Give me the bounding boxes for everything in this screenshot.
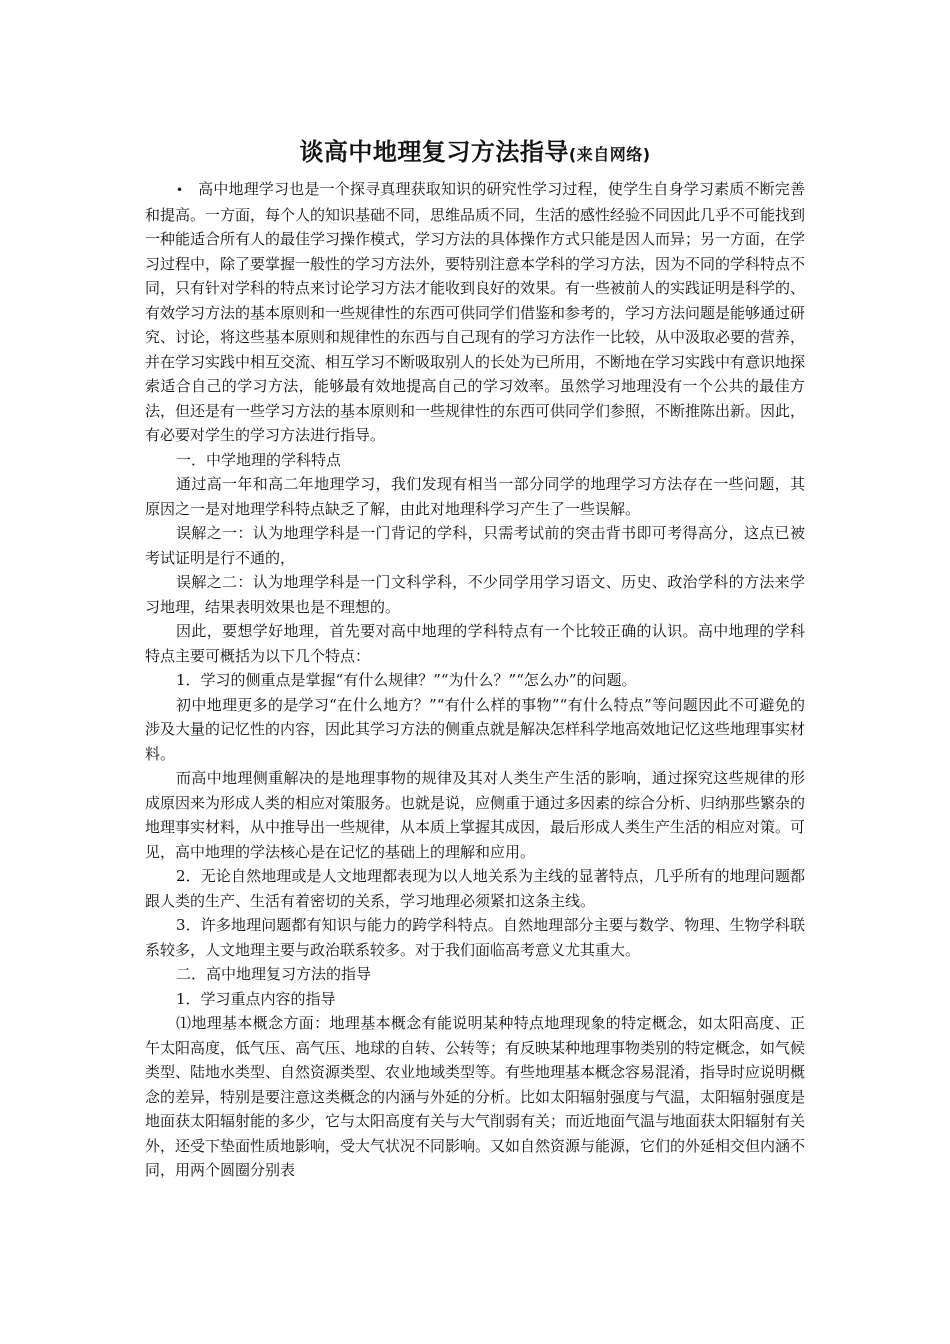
paragraph: 初中地理更多的是学习“在什么地方？”“有什么样的事物”“有什么特点”等问题因此不可避免的涉及大量的记忆性的内容，因此其学习方法的侧重点就是解决怎样科学地高效地记忆这些地理事实材料。 <box>145 695 806 763</box>
paragraph-intro <box>145 177 805 448</box>
paragraph: 而高中地理侧重解决的是地理事物的规律及其对人类生产生活的影响，通过探究这些规律的形成原因来为形成人类的相应对策服务。也就是说，应侧重于通过多因素的综合分析、归纳那些繁杂的地理事实材料，从中推导出一些规律，从本质上掌握其成因，最后形成人类生产生活的相应对策。可见，高中地理的学法核心是在记忆的基础上的理解和应用。 <box>145 769 806 861</box>
subsection-heading: 1．学习重点内容的指导 <box>176 989 336 1008</box>
title-main: 谈高中地理复习方法指导 <box>299 138 569 166</box>
document-body <box>145 177 805 1183</box>
paragraph: 通过高一年和高二年地理学习，我们发现有相当一部分同学的地理学习方法存在一些问题，其原因之一是对地理学科特点缺乏了解，由此对地理科学习产生了一些误解。 <box>145 475 805 518</box>
section-heading: 二．高中地理复习方法的指导 <box>176 965 372 983</box>
paragraph-text: 高中地理学习也是一个探寻真理获取知识的研究性学习过程，使学生自身学习素质不断完善和提高。一方面，每个人的知识基础不同，思维品质不同，生活的感性经验不同因此几乎不可能找到一种能适合所有人的最佳学习操作模式，学习方法的具体操作方式只能是因人而异；另一方面，在学习过程中，除了要掌握一般性的学习方法外，要特别注意本学科的学习方法，因为不同的学科特点不同，只有针对学科的特点来讨论学习方法才能收到良好的效果。有一些被前人的实践证明是科学的、有效学习方法的基本原则和一些规律性的东西可供同学们借鉴和参考的，学习方法问题是能够通过研究、讨论，将这些基本原则和规律性的东西与自己现有的学习方法作一比较，从中汲取必要的营养，并在学习实践中相互交流、相互学习不断吸取别人的长处为已所用，不断地在学习实践中有意识地探索适合自己的学习方法，能够最有效地提高自己的学习效率。虽然学习地理没有一个公共的最佳方法，但还是有一些学习方法的基本原则和一些规律性的东西可供同学们参照，不断推陈出新。因此，有必要对学生的学习方法进行指导。 <box>145 180 806 444</box>
document-page <box>145 132 805 1183</box>
document-title <box>145 132 805 175</box>
section-heading: 一．中学地理的学科特点 <box>176 450 342 469</box>
list-item: 3．许多地理问题都有知识与能力的跨学科特点。自然地理部分主要与数学、物理、生物学科联系较多，人文地理主要与政治联系较多。对于我们面临高考意义尤其重大。 <box>145 916 805 959</box>
list-item: 2．无论自然地理或是人文地理都表现为以人地关系为主线的显著特点，几乎所有的地理问题都跟人类的生产、生活有着密切的关系，学习地理必须紧扣这条主线。 <box>145 867 805 910</box>
paragraph: 误解之二：认为地理学科是一门文科学科，不少同学用学习语文、历史、政治学科的方法来学习地理，结果表明效果也是不理想的。 <box>145 573 805 616</box>
bullet-icon: • <box>176 183 184 197</box>
list-item: 1．学习的侧重点是掌握“有什么规律？”“为什么？”“怎么办”的问题。 <box>176 671 637 689</box>
paragraph: 误解之一：认为地理学科是一门背记的学科，只需考试前的突击背书即可考得高分，这点已被考试证明是行不通的， <box>145 524 805 567</box>
title-source: (来自网络) <box>568 145 651 164</box>
paragraph: 因此，要想学好地理，首先要对高中地理的学科特点有一个比较正确的认识。高中地理的学科特点主要可概括为以下几个特点： <box>145 622 805 665</box>
paragraph: ⑴地理基本概念方面：地理基本概念有能说明某种特点地理现象的特定概念，如太阳高度、正午太阳高度，低气压、高气压、地球的自转、公转等；有反映某种地理事物类别的特定概念，如气候类型、陆地水类型、自然资源类型、农业地域类型等。有些地理基本概念容易混淆，指导时应说明概念的差异，特别是要注意这类概念的内涵与外延的分析。比如太阳辐射强度与气温，太阳辐射强度是地面获太阳辐射能的多少，它与太阳高度有关与大气削弱有关；而近地面气温与地面获太阳辐射有关外，还受下垫面性质地影响，受大气状况不同影响。又如自然资源与能源，它们的外延相交但内涵不同，用两个圆圈分别表 <box>145 1014 806 1179</box>
